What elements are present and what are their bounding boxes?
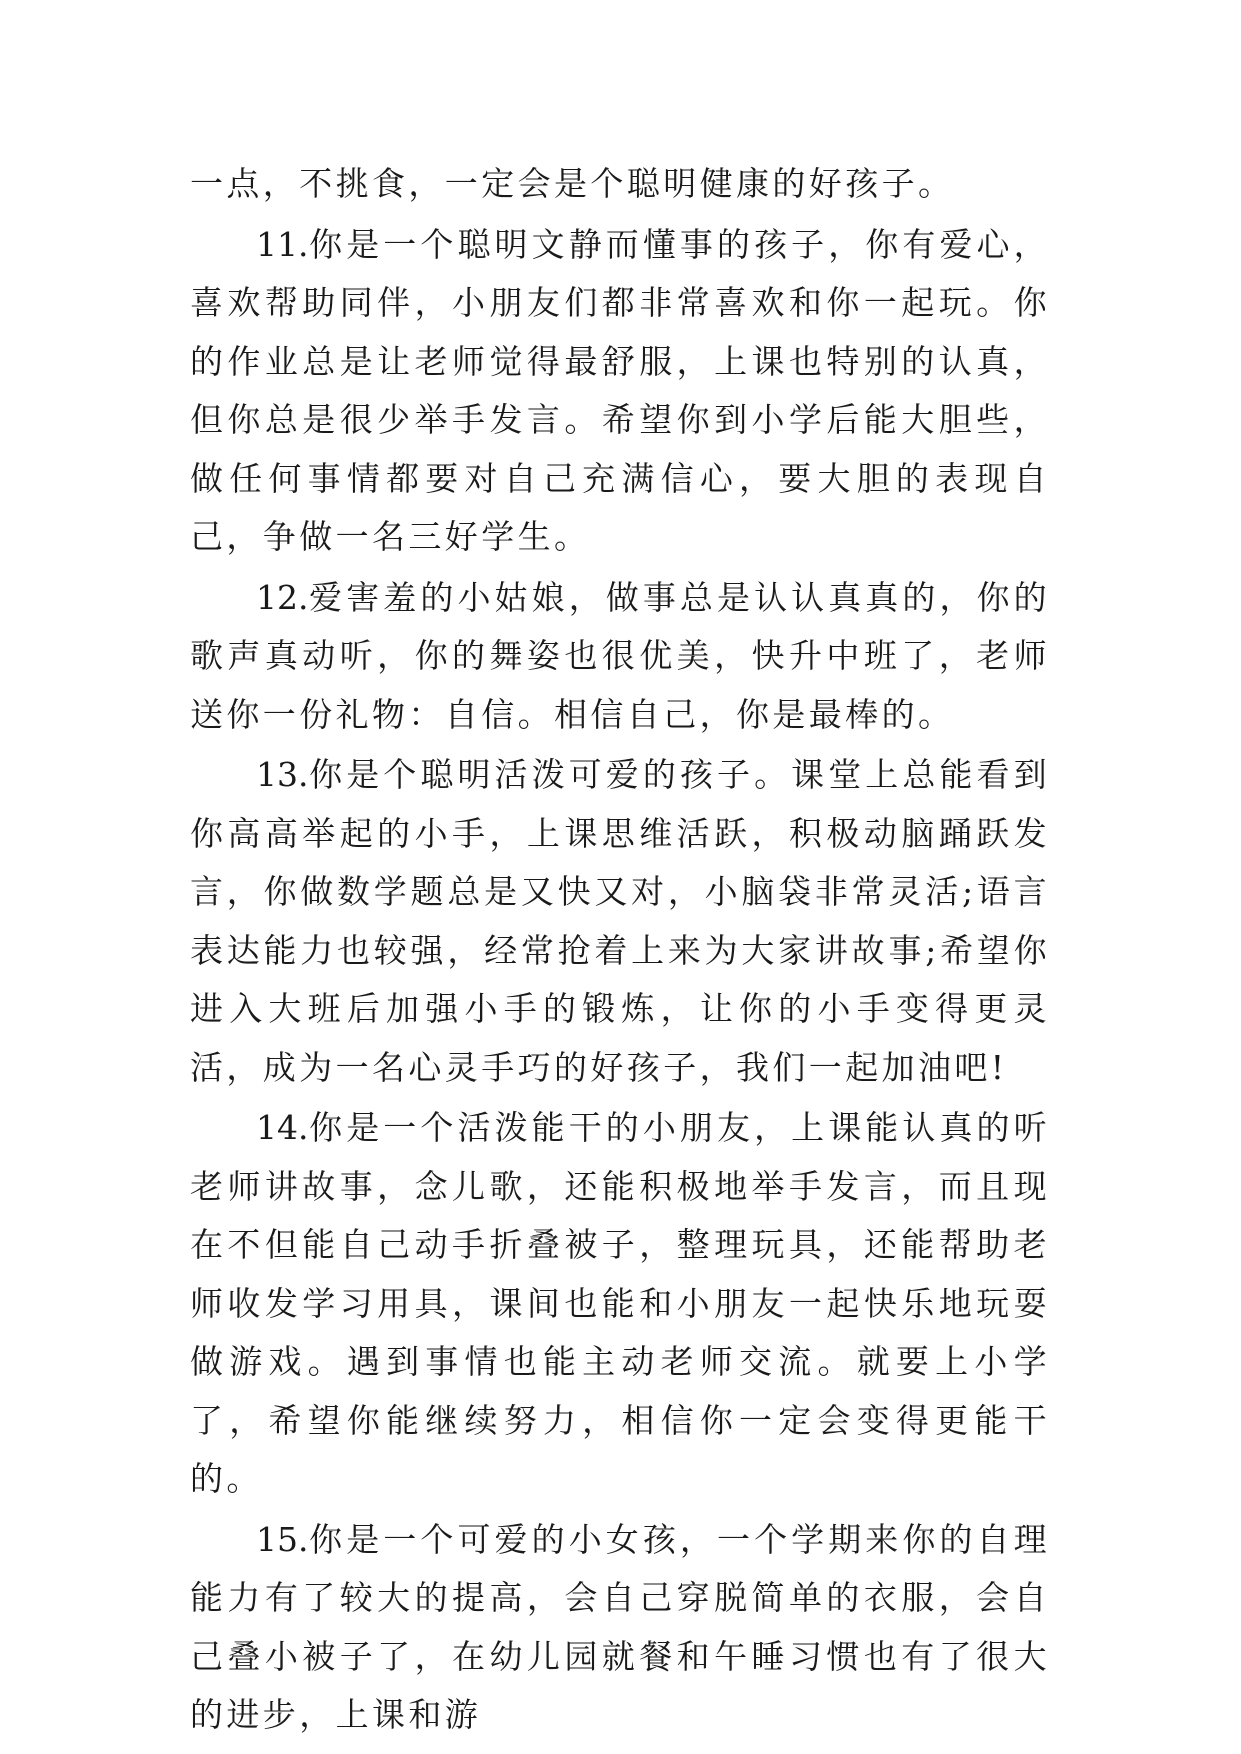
paragraph-14 (190, 1099, 1050, 1509)
paragraph-number: 12. (256, 577, 309, 617)
paragraph-text: 你是一个可爱的小女孩，一个学期来你的自理能力有了较大的提高，会自己穿脱简单的衣服，会自己叠小被子了，在幼儿园就餐和午睡习惯也有了很大的进步，上课和游 (190, 1519, 1050, 1734)
paragraph-12 (190, 569, 1050, 745)
paragraph-continued (190, 155, 1050, 214)
paragraph-text: 你是一个活泼能干的小朋友，上课能认真的听老师讲故事，念儿歌，还能积极地举手发言，而且现在不但能自己动手折叠被子，整理玩具，还能帮助老师收发学习用具，课间也能和小朋友一起快乐地玩耍做游戏。遇到事情也能主动老师交流。就要上小学了，希望你能继续努力，相信你一定会变得更能干的。 (190, 1108, 1050, 1498)
paragraph-text: 你是一个聪明文静而懂事的孩子，你有爱心，喜欢帮助同伴，小朋友们都非常喜欢和你一起玩。你的作业总是让老师觉得最舒服，上课也特别的认真，但你总是很少举手发言。希望你到小学后能大胆些，做任何事情都要对自己充满信心，要大胆的表现自己，争做一名三好学生。 (190, 224, 1050, 556)
body-text (190, 155, 1050, 1747)
paragraph-number: 11. (256, 224, 309, 264)
paragraph-text: 爱害羞的小姑娘，做事总是认认真真的，你的歌声真动听，你的舞姿也很优美，快升中班了，老师送你一份礼物：自信。相信自己，你是最棒的。 (190, 577, 1050, 734)
paragraph-number: 15. (256, 1519, 309, 1559)
paragraph-15 (190, 1511, 1050, 1745)
paragraph-text: 一点，不挑食，一定会是个聪明健康的好孩子。 (190, 164, 955, 203)
paragraph-13 (190, 746, 1050, 1097)
paragraph-11 (190, 216, 1050, 567)
paragraph-number: 13. (256, 755, 309, 794)
paragraph-text: 你是个聪明活泼可爱的孩子。课堂上总能看到你高高举起的小手，上课思维活跃，积极动脑踊跃发言，你做数学题总是又快又对，小脑袋非常灵活;语言表达能力也较强，经常抢着上来为大家讲故事;希望你进入大班后加强小手的锻炼，让你的小手变得更灵活，成为一名心灵手巧的好孩子，我们一起加油吧! (190, 755, 1050, 1087)
paragraph-number: 14. (256, 1108, 309, 1147)
